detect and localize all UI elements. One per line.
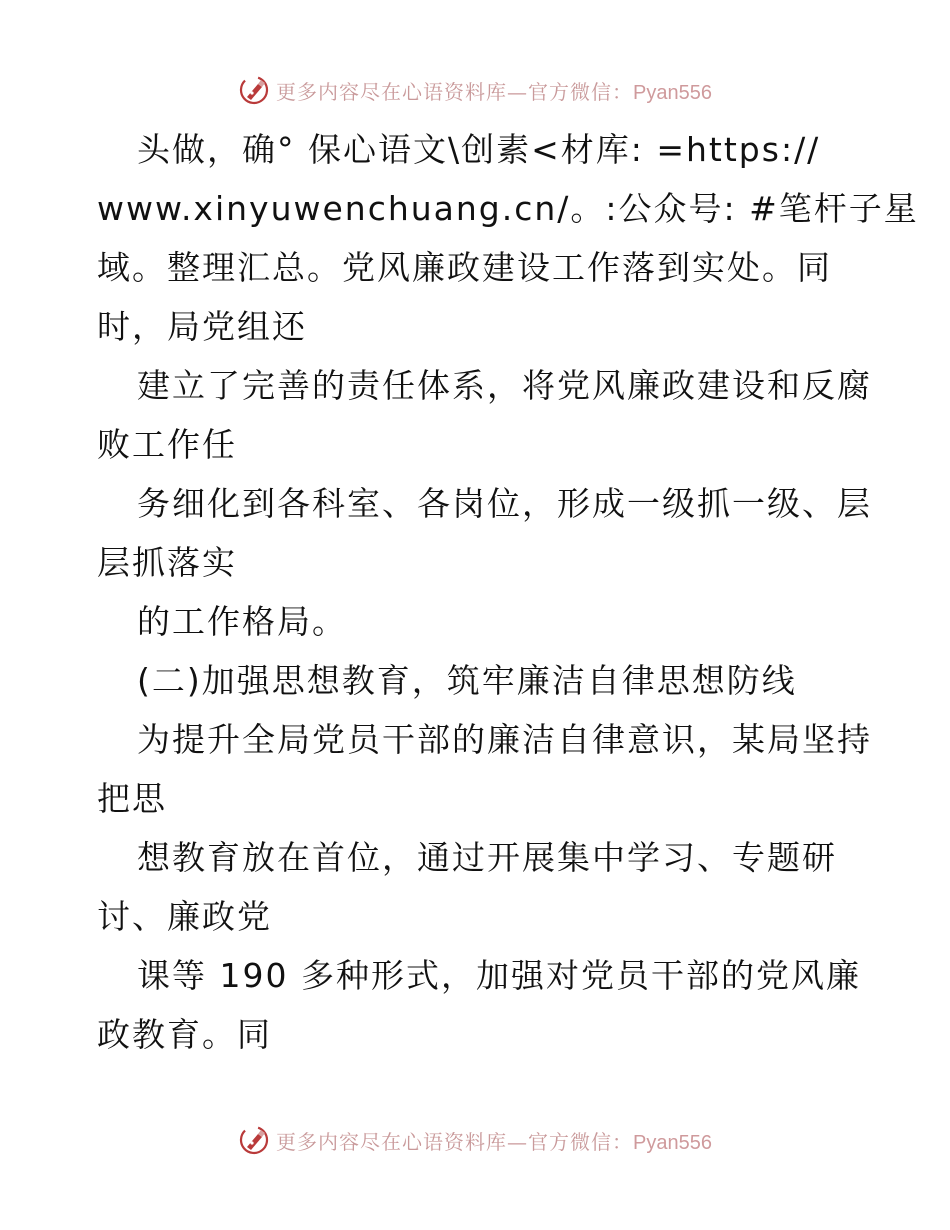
body-text-line: 讨、廉政党 (97, 897, 272, 936)
body-text-line: 务细化到各科室、各岗位，形成一级抓一级、层 (137, 484, 872, 523)
body-text-line: 时，局党组还 (97, 307, 307, 346)
watermark-text: 更多内容尽在心语资料库—官方微信：Pyan556 (276, 1129, 712, 1154)
body-text-line: 想教育放在首位，通过开展集中学习、专题研 (137, 838, 837, 877)
body-text-line: 为提升全局党员干部的廉洁自律意识，某局坚持 (137, 720, 872, 759)
footer-watermark-banner (0, 1120, 950, 1160)
pen-nib-circle-icon (238, 74, 270, 106)
body-text-line: 把思 (97, 779, 167, 818)
body-text-line: 的工作格局。 (137, 602, 347, 641)
pen-nib-circle-icon (238, 1124, 270, 1156)
body-text-line: 政教育。同 (97, 1015, 272, 1054)
body-text-line: 课等 190 多种形式，加强对党员干部的党风廉 (137, 956, 861, 995)
body-text-line: 败工作任 (97, 425, 237, 464)
wechat-handle: Pyan556 (633, 81, 712, 104)
header-watermark-banner (0, 70, 950, 110)
body-text-line: 建立了完善的责任体系，将党风廉政建设和反腐 (137, 366, 872, 405)
body-text-line: 头做，确° 保心语文\创素<材库: =https:// (137, 130, 821, 169)
wechat-handle: Pyan556 (633, 1131, 712, 1154)
body-text-line: (二)加强思想教育，筑牢廉洁自律思想防线 (137, 661, 797, 700)
body-text-line: www.xinyuwenchuang.cn/。:公众号: #笔杆子星 (97, 189, 919, 228)
body-text-line: 层抓落实 (97, 543, 237, 582)
body-text-line: 域。整理汇总。党风廉政建设工作落到实处。同 (97, 248, 832, 287)
document-body (97, 120, 919, 1064)
watermark-text: 更多内容尽在心语资料库—官方微信：Pyan556 (276, 79, 712, 104)
